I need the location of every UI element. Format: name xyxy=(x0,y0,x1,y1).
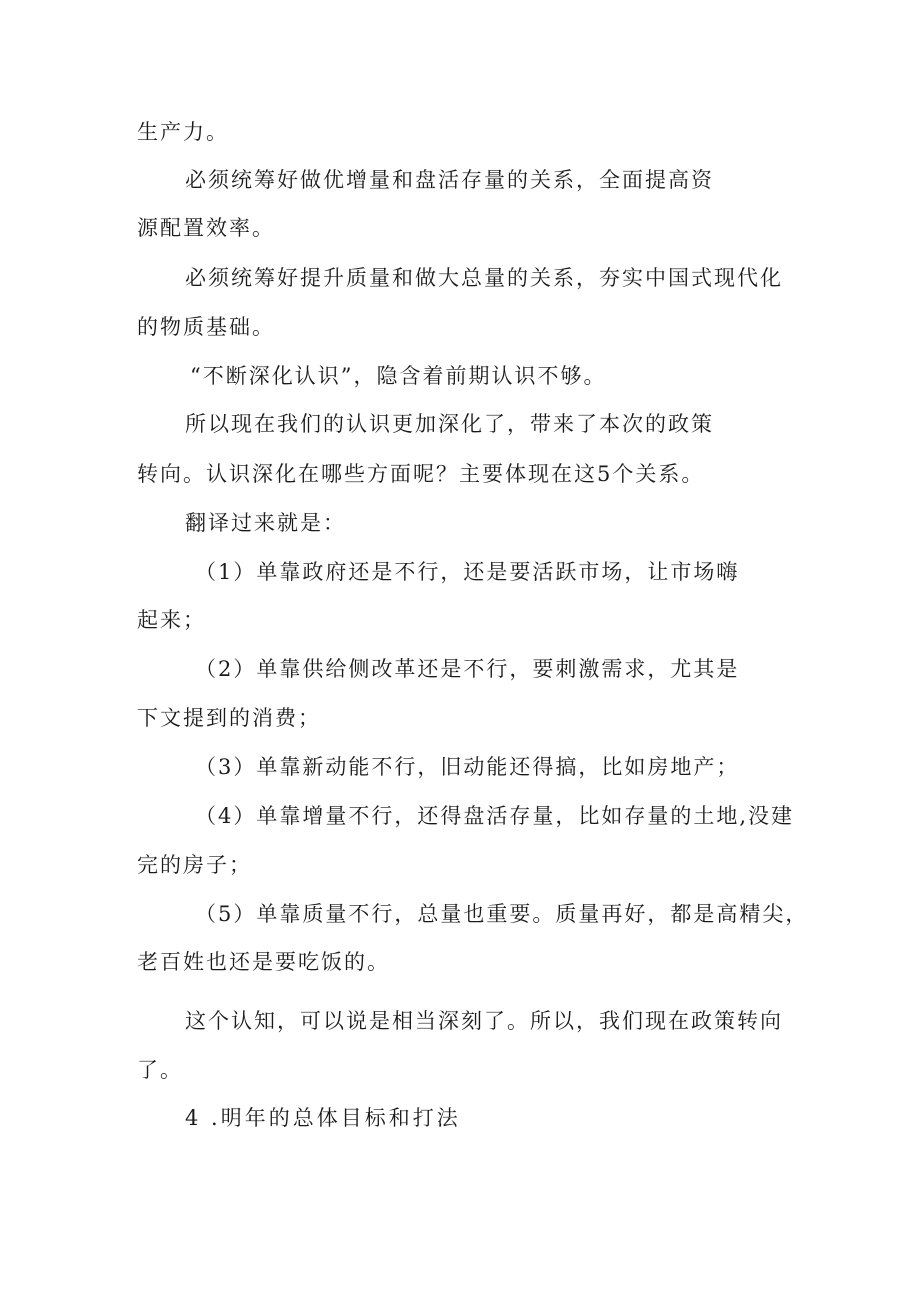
list-item-5-line-1: （5）单靠质量不行，总量也重要。质量再好，都是高精尖， xyxy=(195,902,809,926)
list-item-2-line-1: （2）单靠供给侧改革还是不行，要刺激需求，尤其是 xyxy=(195,657,740,681)
list-item-1-line-1: （1）单靠政府还是不行，还是要活跃市场，让市场嗨 xyxy=(195,560,740,584)
list-item-2-line-2: 下文提到的消费； xyxy=(137,706,321,730)
list-item-5-line-2: 老百姓也还是要吃饭的。 xyxy=(137,950,390,974)
text-line-20: 了。 xyxy=(137,1058,183,1082)
list-item-3: （3）单靠新动能不行，旧动能还得搞，比如房地产； xyxy=(195,755,740,779)
text-line-1: 生产力。 xyxy=(137,120,229,144)
text-line-2: 必须统筹好做优增量和盘活存量的关系，全面提高资 xyxy=(185,168,714,192)
list-item-1-line-2: 起来； xyxy=(137,608,206,632)
section-heading: 4 .明年的总体目标和打法 xyxy=(185,1106,461,1130)
list-item-4-line-2: 完的房子； xyxy=(137,853,252,877)
text-line-4: 必须统筹好提升质量和做大总量的关系，夯实中国式现代化 xyxy=(185,266,783,290)
text-line-8: 转向。认识深化在哪些方面呢？主要体现在这5个关系。 xyxy=(137,462,705,486)
text-line-5: 的物质基础。 xyxy=(137,315,275,339)
list-item-4-line-1: （4）单靠增量不行，还得盘活存量，比如存量的土地,没建 xyxy=(195,804,795,828)
text-line-9: 翻译过来就是： xyxy=(185,511,346,535)
text-line-6: “不断深化认识”，隐含着前期认识不够。 xyxy=(190,364,607,388)
text-line-19: 这个认知，可以说是相当深刻了。所以，我们现在政策转向 xyxy=(185,1009,783,1033)
text-line-7: 所以现在我们的认识更加深化了，带来了本次的政策 xyxy=(185,412,714,436)
text-line-3: 源配置效率。 xyxy=(137,216,275,240)
